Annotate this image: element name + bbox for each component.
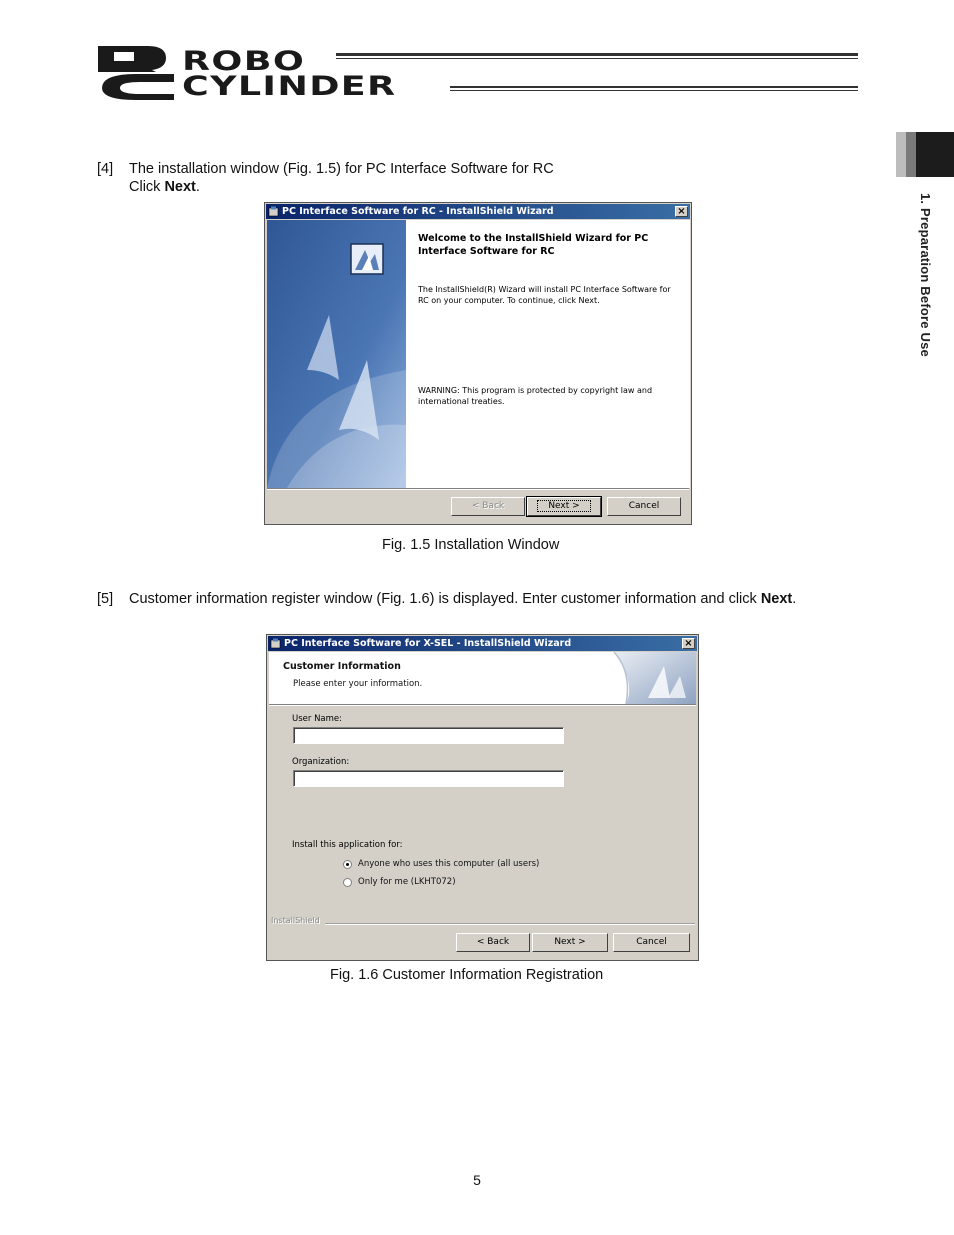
step-text-prefix: Customer information register window (Fig. 1.6) is displayed. Enter customer information and click	[129, 591, 761, 607]
brand-separator	[325, 923, 695, 925]
installer-logo-icon	[351, 244, 383, 274]
install-for-label: Install this application for:	[292, 840, 403, 850]
header-rule-top-thin	[336, 58, 858, 59]
installation-window-screenshot	[264, 202, 692, 525]
welcome-description: The InstallShield(R) Wizard will install PC Interface Software for RC on your computer. To continue, click Next.	[418, 285, 671, 305]
installer-app-icon	[270, 638, 281, 649]
header-title: Customer Information	[283, 661, 401, 672]
back-button[interactable]: < Back	[456, 933, 530, 952]
installshield-brand-label: InstallShield	[271, 916, 320, 925]
cancel-button[interactable]: Cancel	[613, 933, 690, 952]
robo-cylinder-logo	[96, 44, 858, 100]
welcome-heading: Welcome to the InstallShield Wizard for PC Interface Software for RC	[418, 233, 649, 257]
logo-text-robo: ROBO	[182, 46, 306, 77]
welcome-pane	[406, 220, 690, 488]
close-button[interactable]: ×	[682, 638, 695, 649]
back-button[interactable]: < Back	[451, 497, 525, 516]
page-number: 5	[473, 1172, 481, 1188]
title-bar	[266, 204, 690, 219]
user-name-label: User Name:	[292, 714, 343, 724]
header-rule-bottom-thin	[450, 90, 858, 91]
wizard-header	[269, 652, 696, 704]
user-name-input[interactable]	[293, 727, 564, 744]
next-button-label: Next >	[537, 500, 590, 512]
figure-caption-1-6: Fig. 1.6 Customer Information Registration	[330, 967, 604, 983]
organization-label: Organization:	[292, 757, 350, 767]
chapter-label: 1. Preparation Before Use	[918, 193, 933, 357]
radio-all-users[interactable]	[343, 859, 539, 869]
step-text-prefix: Click	[129, 179, 165, 195]
next-button[interactable]	[527, 497, 601, 516]
page-curl-logo-icon	[606, 652, 696, 704]
next-button[interactable]: Next >	[532, 933, 608, 952]
radio-only-for-me-label: Only for me (LKHT072)	[358, 877, 456, 887]
step-text-line1: The installation window (Fig. 1.5) for PC Interface Software for RC	[129, 161, 554, 177]
window-title: PC Interface Software for X-SEL - InstallShield Wizard	[284, 638, 572, 649]
radio-all-users-label: Anyone who uses this computer (all users)	[358, 859, 540, 869]
close-button[interactable]: ×	[675, 206, 688, 217]
step-5	[97, 590, 857, 610]
chapter-tab-block	[896, 132, 954, 177]
customer-information-window-screenshot	[266, 634, 699, 961]
figure-caption-1-5: Fig. 1.5 Installation Window	[382, 537, 560, 553]
title-bar	[268, 636, 697, 651]
copyright-warning: WARNING: This program is protected by copyright law and international treaties.	[418, 386, 653, 406]
organization-input[interactable]	[293, 770, 564, 787]
logo-text-cylinder: CYLINDER	[182, 71, 397, 102]
step-4	[97, 160, 657, 200]
step-text-bold: Next	[164, 179, 196, 195]
radio-only-for-me[interactable]	[343, 877, 456, 887]
step-number: [4]	[97, 161, 114, 177]
step-text	[129, 590, 796, 608]
step-text-line2	[129, 178, 200, 196]
header-rule-top	[336, 53, 858, 56]
window-title: PC Interface Software for RC - InstallShield Wizard	[282, 206, 554, 217]
header-rule-bottom	[450, 86, 858, 88]
rc-logo-mark-icon	[96, 44, 176, 100]
step-text-bold: Next	[760, 591, 793, 607]
radio-button-unselected[interactable]	[343, 878, 352, 887]
header-subtitle: Please enter your information.	[293, 679, 423, 689]
installer-app-icon	[268, 206, 279, 217]
step-number: [5]	[97, 591, 114, 607]
button-separator	[267, 488, 689, 490]
radio-button-selected[interactable]	[343, 860, 352, 869]
header-separator	[269, 704, 696, 706]
cancel-button[interactable]: Cancel	[607, 497, 681, 516]
installshield-banner-image	[267, 220, 406, 488]
step-text-suffix: .	[792, 591, 797, 607]
step-text-suffix: .	[195, 179, 200, 195]
